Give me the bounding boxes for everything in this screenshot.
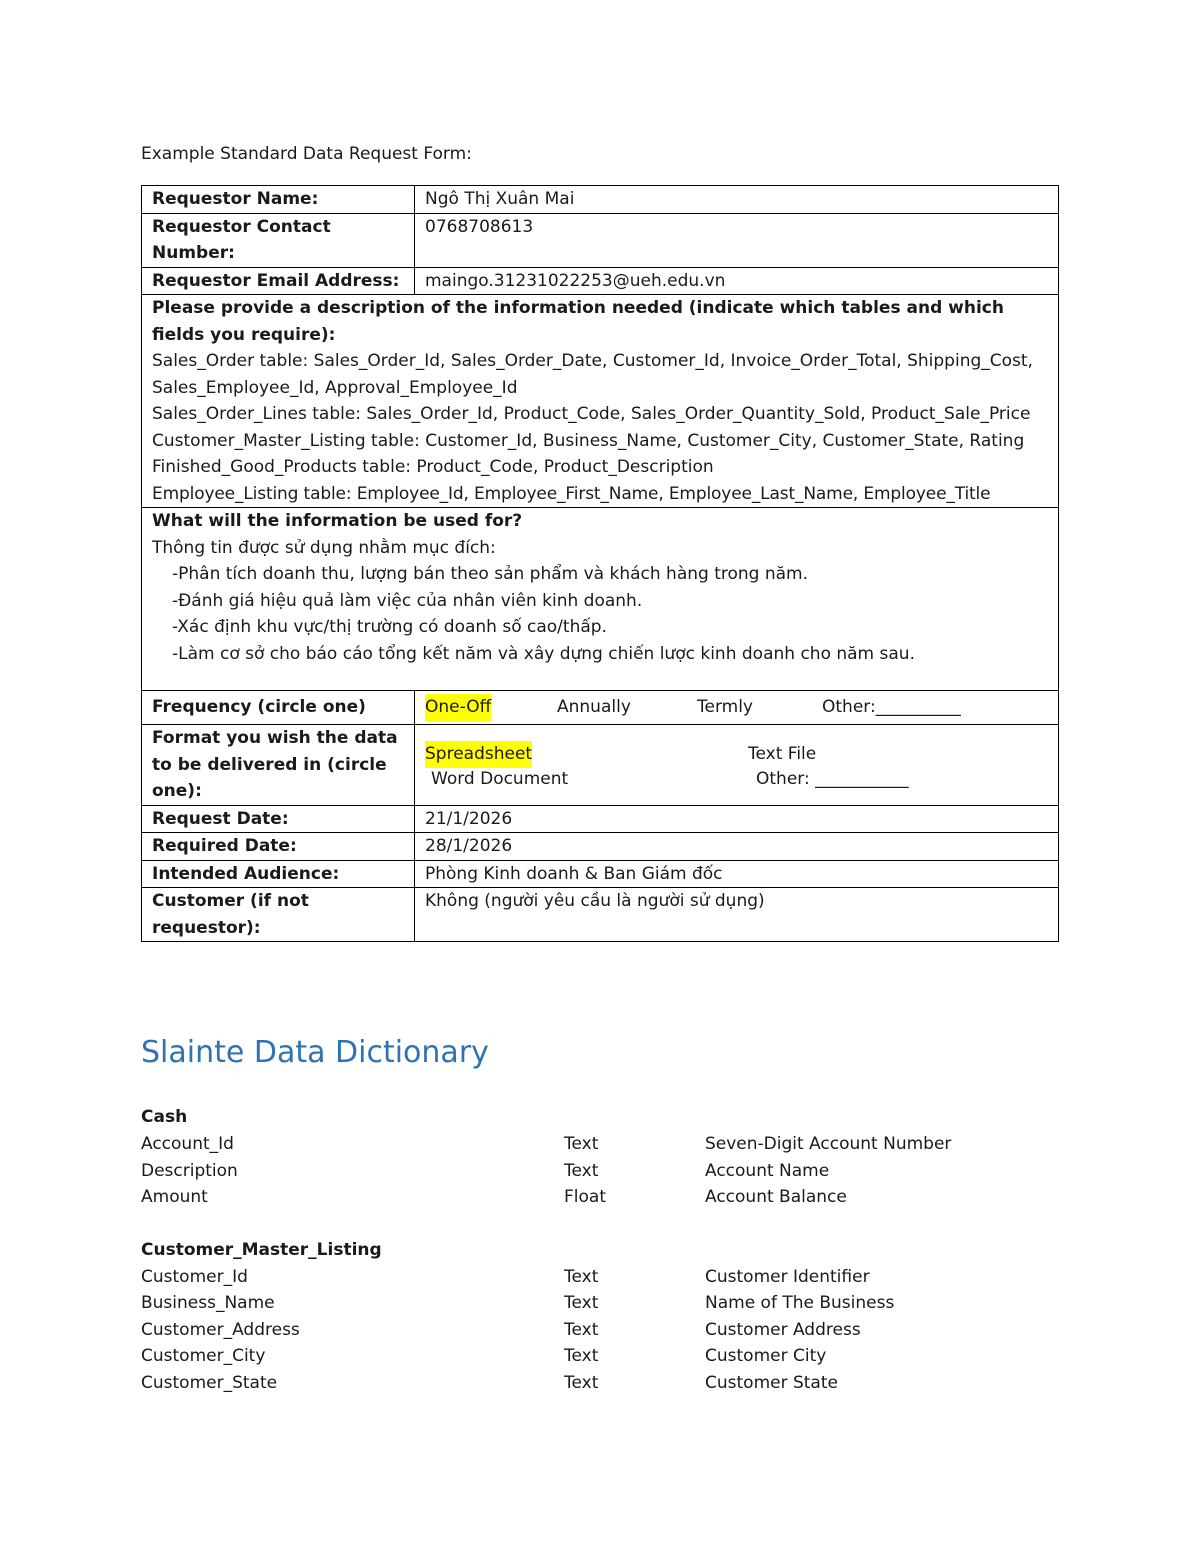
frequency-option-termly[interactable]: Termly bbox=[697, 697, 753, 717]
usage-heading: What will the information be used for? bbox=[152, 511, 523, 531]
field-description: Customer Address bbox=[705, 1319, 861, 1340]
field-description: Seven-Digit Account Number bbox=[705, 1134, 952, 1154]
description-heading: Please provide a description of the information needed (indicate which tables and which fields you require): bbox=[152, 298, 1004, 345]
usage-row bbox=[142, 508, 1059, 691]
field-description: Customer City bbox=[705, 1346, 827, 1366]
field-name: Customer_State bbox=[141, 1372, 278, 1393]
field-description: Name of The Business bbox=[705, 1293, 895, 1313]
requestor-name-value: Ngô Thị Xuân Mai bbox=[415, 186, 1059, 214]
format-options bbox=[415, 725, 1059, 806]
dictionary-row bbox=[141, 1264, 1041, 1291]
field-type: Text bbox=[564, 1293, 599, 1313]
field-description: Customer State bbox=[705, 1372, 838, 1393]
required-date-label: Required Date: bbox=[142, 833, 415, 861]
dictionary-section-title: Cash bbox=[141, 1107, 188, 1127]
data-request-form bbox=[141, 185, 1059, 942]
requestor-email-row bbox=[142, 267, 1059, 295]
dictionary-row bbox=[141, 1290, 1041, 1317]
field-type: Text bbox=[564, 1266, 599, 1287]
requestor-contact-value: 0768708613 bbox=[415, 213, 1059, 267]
field-name: Customer_Id bbox=[141, 1266, 248, 1287]
dictionary-row bbox=[141, 1158, 1041, 1185]
requestor-email-label: Requestor Email Address: bbox=[142, 267, 415, 295]
field-description: Account Name bbox=[705, 1160, 830, 1181]
field-name: Amount bbox=[141, 1187, 208, 1207]
dictionary-row bbox=[141, 1131, 1041, 1158]
field-name: Customer_City bbox=[141, 1346, 266, 1366]
field-type: Text bbox=[564, 1319, 599, 1340]
field-name: Account_Id bbox=[141, 1134, 234, 1154]
dictionary-row bbox=[141, 1184, 1041, 1211]
dictionary-row bbox=[141, 1343, 1041, 1370]
audience-label: Intended Audience: bbox=[142, 860, 415, 888]
usage-item: -Đánh giá hiệu quả làm việc của nhân viên kinh doanh. bbox=[172, 590, 643, 611]
request-date-row bbox=[142, 805, 1059, 833]
requestor-name-label: Requestor Name: bbox=[142, 186, 415, 214]
dictionary-row bbox=[141, 1370, 1041, 1397]
field-type: Float bbox=[564, 1187, 606, 1207]
usage-intro: Thông tin được sử dụng nhằm mục đích: bbox=[152, 537, 496, 558]
customer-row bbox=[142, 888, 1059, 942]
request-date-value: 21/1/2026 bbox=[415, 805, 1059, 833]
frequency-options bbox=[415, 691, 1059, 725]
format-option-text-file[interactable]: Text File bbox=[748, 744, 817, 764]
description-cell bbox=[142, 295, 1059, 508]
field-type: Text bbox=[564, 1372, 599, 1393]
description-line: Sales_Order table: Sales_Order_Id, Sales_Order_Date, Customer_Id, Invoice_Order_Total, Shipping_Cost, Sales_Employee_Id, Approval_Employee_Id bbox=[152, 351, 1033, 398]
field-description: Account Balance bbox=[705, 1187, 847, 1207]
dictionary-row bbox=[141, 1317, 1041, 1344]
required-date-row bbox=[142, 833, 1059, 861]
data-dictionary bbox=[141, 1104, 1041, 1396]
frequency-option-annually[interactable]: Annually bbox=[557, 697, 631, 717]
frequency-label: Frequency (circle one) bbox=[142, 691, 415, 725]
field-type: Text bbox=[564, 1160, 599, 1181]
form-caption: Example Standard Data Request Form: bbox=[141, 144, 472, 164]
dictionary-section-title: Customer_Master_Listing bbox=[141, 1239, 382, 1260]
dictionary-title: Slainte Data Dictionary bbox=[141, 1035, 489, 1070]
field-type: Text bbox=[564, 1134, 599, 1154]
usage-item: -Làm cơ sở cho báo cáo tổng kết năm và xây dựng chiến lược kinh doanh cho năm sau. bbox=[172, 643, 915, 664]
usage-item: -Xác định khu vực/thị trường có doanh số cao/thấp. bbox=[172, 617, 607, 637]
format-option-other[interactable]: Other: ___________ bbox=[756, 769, 909, 789]
request-date-label: Request Date: bbox=[142, 805, 415, 833]
field-name: Description bbox=[141, 1160, 238, 1181]
usage-item: -Phân tích doanh thu, lượng bán theo sản phẩm và khách hàng trong năm. bbox=[172, 564, 809, 584]
field-name: Customer_Address bbox=[141, 1319, 300, 1340]
usage-cell bbox=[142, 508, 1059, 691]
frequency-option-other[interactable]: Other:__________ bbox=[822, 697, 961, 717]
requestor-contact-row bbox=[142, 213, 1059, 267]
field-description: Customer Identifier bbox=[705, 1266, 870, 1287]
audience-value: Phòng Kinh doanh & Ban Giám đốc bbox=[415, 860, 1059, 888]
field-type: Text bbox=[564, 1346, 599, 1366]
customer-label: Customer (if not requestor): bbox=[142, 888, 415, 942]
customer-value: Không (người yêu cầu là người sử dụng) bbox=[415, 888, 1059, 942]
description-line: Employee_Listing table: Employee_Id, Employee_First_Name, Employee_Last_Name, Employee_Title bbox=[152, 483, 991, 504]
format-row bbox=[142, 725, 1059, 806]
frequency-option-one-off[interactable]: One-Off bbox=[425, 694, 491, 721]
requestor-contact-label: Requestor Contact Number: bbox=[142, 213, 415, 267]
audience-row bbox=[142, 860, 1059, 888]
requestor-name-row bbox=[142, 186, 1059, 214]
description-line: Sales_Order_Lines table: Sales_Order_Id, Product_Code, Sales_Order_Quantity_Sold, Product_Sale_Price bbox=[152, 404, 1031, 424]
requestor-email-value: maingo.31231022253@ueh.edu.vn bbox=[415, 267, 1059, 295]
format-label: Format you wish the data to be delivered in (circle one): bbox=[142, 725, 415, 806]
format-option-spreadsheet[interactable]: Spreadsheet bbox=[425, 741, 532, 768]
description-line: Customer_Master_Listing table: Customer_Id, Business_Name, Customer_City, Customer_State, Rating bbox=[152, 430, 1025, 451]
description-row bbox=[142, 295, 1059, 508]
format-option-word-document[interactable]: Word Document bbox=[431, 769, 569, 789]
required-date-value: 28/1/2026 bbox=[415, 833, 1059, 861]
frequency-row bbox=[142, 691, 1059, 725]
field-name: Business_Name bbox=[141, 1293, 275, 1313]
description-line: Finished_Good_Products table: Product_Code, Product_Description bbox=[152, 457, 714, 477]
